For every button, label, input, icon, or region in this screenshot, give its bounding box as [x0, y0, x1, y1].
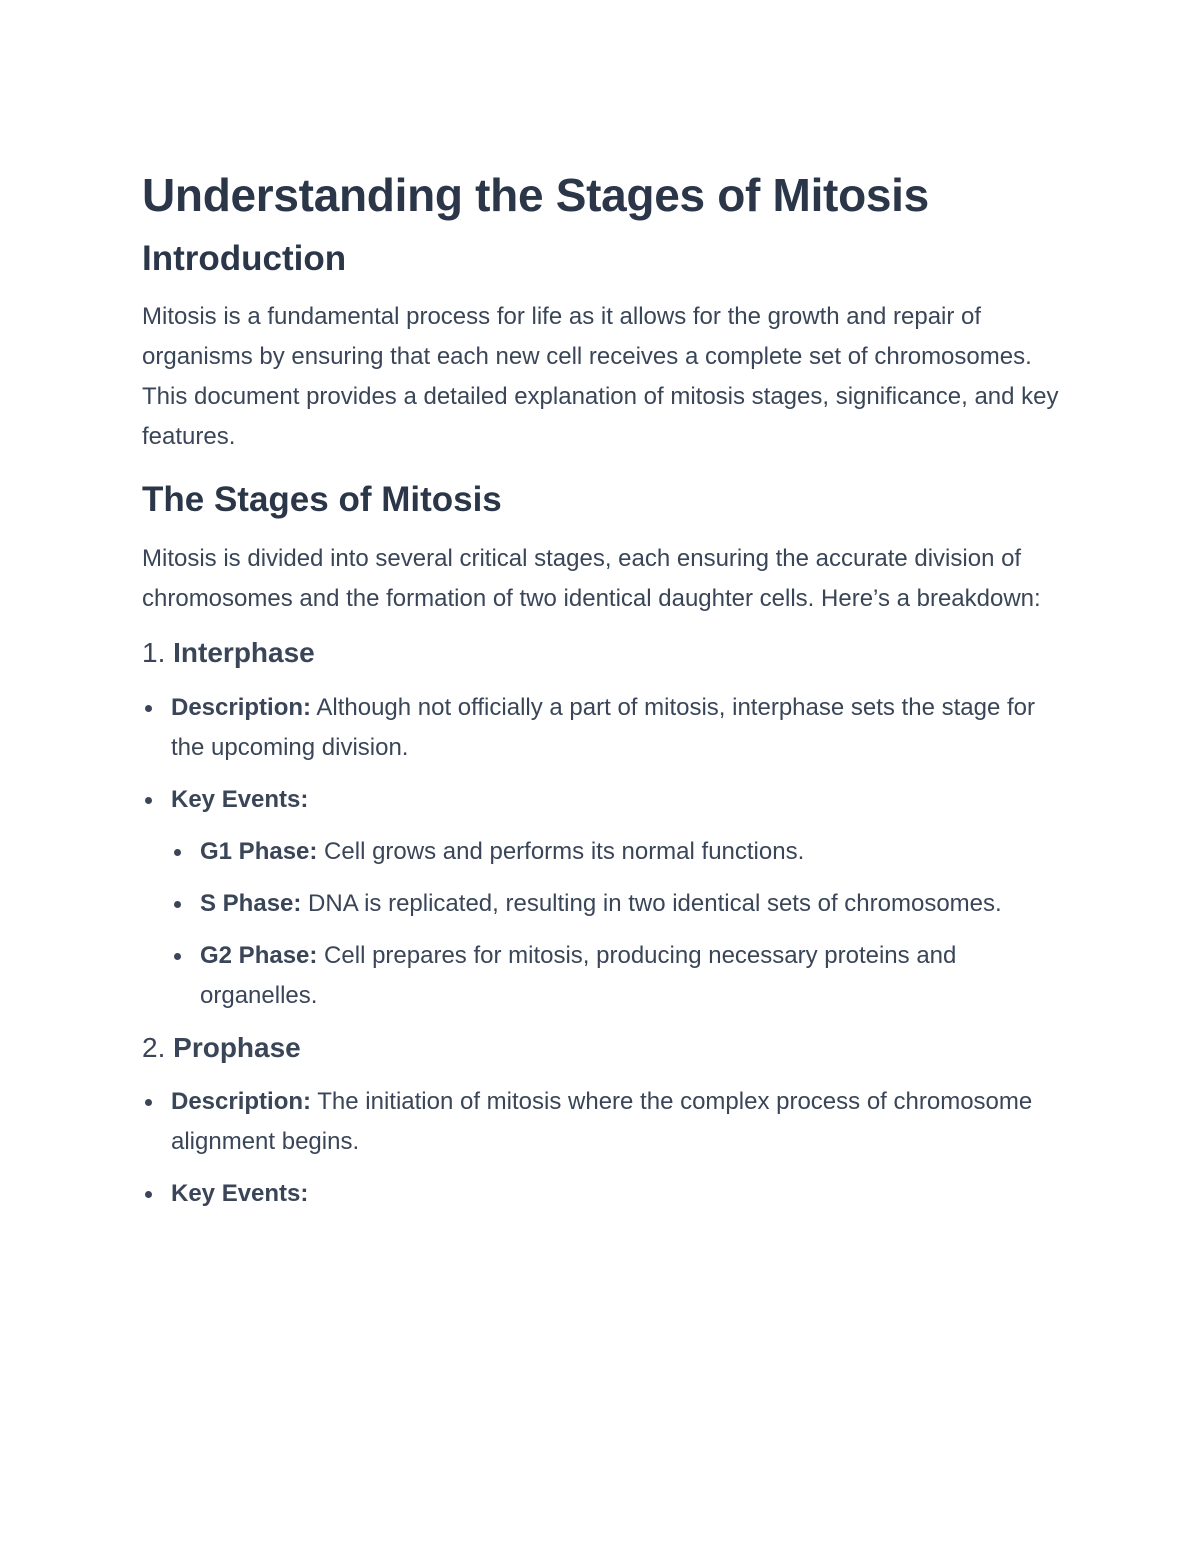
event-text: Cell prepares for mitosis, producing necessary proteins and organelles.: [200, 942, 957, 1009]
key-events-label: Key Events:: [171, 1180, 309, 1207]
bullet-icon: [145, 1099, 152, 1106]
event-label: G2 Phase:: [200, 942, 318, 969]
interphase-heading: [142, 634, 1067, 672]
prophase-description-item: [142, 1082, 1067, 1162]
event-text: DNA is replicated, resulting in two identical sets of chromosomes.: [301, 890, 1002, 917]
event-label: G1 Phase:: [200, 838, 318, 865]
description-text: The initiation of mitosis where the complex process of chromosome alignment begins.: [171, 1088, 1033, 1155]
introduction-heading: Introduction: [142, 239, 347, 278]
prophase-key-events-item: [142, 1174, 1067, 1214]
event-g2-item: [142, 936, 1067, 1016]
interphase-name: Interphase: [173, 637, 315, 668]
bullet-icon: [174, 901, 181, 908]
event-s-item: [142, 884, 1067, 924]
bullet-icon: [145, 1191, 152, 1198]
event-label: S Phase:: [200, 890, 302, 917]
description-label: Description:: [171, 1088, 312, 1115]
document-page: [142, 165, 1067, 1214]
bullet-icon: [174, 953, 181, 960]
prophase-number: 2.: [142, 1032, 166, 1063]
key-events-label: Key Events:: [171, 786, 309, 813]
page-title: Understanding the Stages of Mitosis: [142, 169, 929, 221]
stages-heading: The Stages of Mitosis: [142, 480, 502, 519]
bullet-icon: [174, 849, 181, 856]
description-text: Although not officially a part of mitosis, interphase sets the stage for the upcoming division.: [171, 694, 1035, 761]
prophase-heading: [142, 1029, 1067, 1067]
prophase-list: [142, 1082, 1067, 1214]
stages-paragraph: Mitosis is divided into several critical stages, each ensuring the accurate division of chromosomes and the formation of two identical daughter cells. Here’s a breakdown:: [142, 545, 1041, 612]
bullet-icon: [145, 797, 152, 804]
prophase-name: Prophase: [173, 1032, 301, 1063]
interphase-key-events-item: [142, 780, 1067, 820]
event-text: Cell grows and performs its normal functions.: [317, 838, 805, 865]
introduction-paragraph: Mitosis is a fundamental process for life as it allows for the growth and repair of organisms by ensuring that each new cell receives a complete set of chromosomes. This document provides a detailed explanation of mitosis stages, significance, and key features.: [142, 303, 1059, 450]
interphase-number: 1.: [142, 637, 166, 668]
event-g1-item: [142, 832, 1067, 872]
bullet-icon: [145, 705, 152, 712]
description-label: Description:: [171, 694, 312, 721]
interphase-list: [142, 688, 1067, 1016]
interphase-description-item: [142, 688, 1067, 768]
